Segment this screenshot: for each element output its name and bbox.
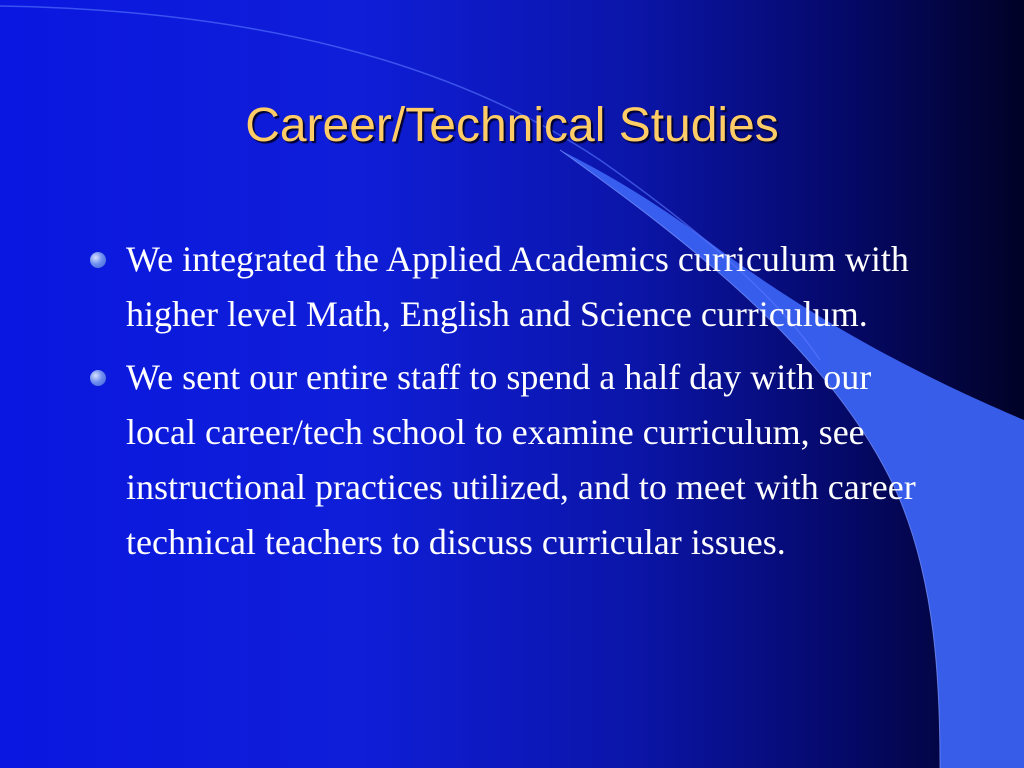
bullet-list: [90, 232, 950, 578]
bullet-text: We integrated the Applied Academics curriculum with higher level Math, English and Science curriculum.: [126, 239, 909, 334]
bullet-dot-icon: [90, 252, 106, 268]
slide-title: Career/Technical Studies: [245, 99, 779, 152]
bullet-dot-icon: [90, 370, 106, 386]
list-item: [90, 232, 950, 342]
list-item: [90, 350, 950, 570]
bullet-text: We sent our entire staff to spend a half day with our local career/tech school to examine curriculum, see instructional practices utilized, and to meet with career technical teachers to discuss curricular issues.: [126, 357, 916, 562]
